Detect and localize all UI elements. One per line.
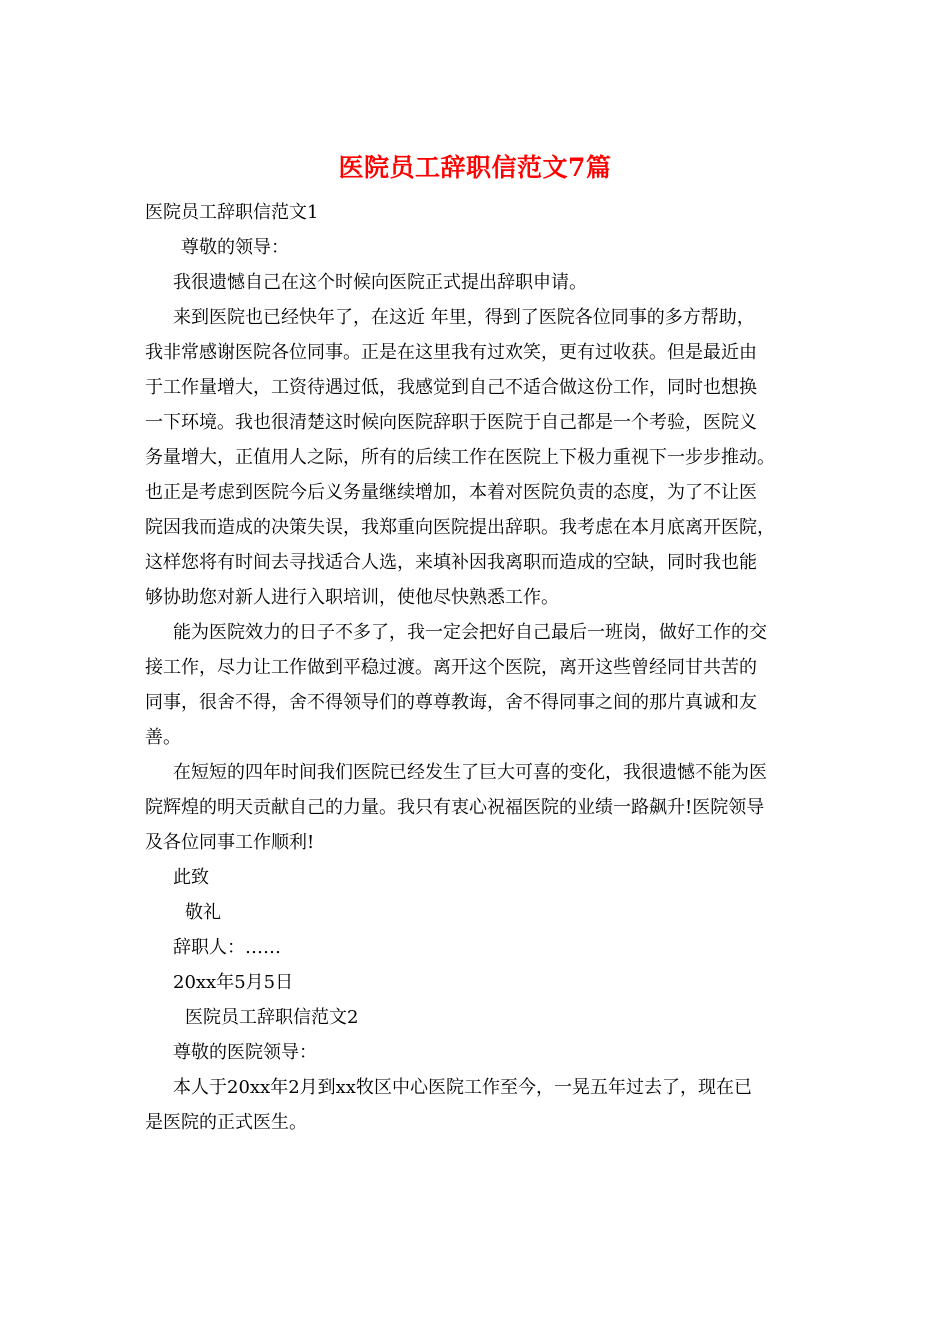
paragraph-line: 院因我而造成的决策失误，我郑重向医院提出辞职。我考虑在本月底离开医院， (145, 517, 775, 538)
letter1-closing-2: 敬礼 (185, 902, 221, 923)
paragraph-line: 于工作量增大，工资待遇过低，我感觉到自己不适合做这份工作，同时也想换 (145, 377, 757, 398)
letter2-paragraph-1 (145, 1070, 805, 1140)
letter1-paragraph-3 (145, 615, 805, 755)
letter1-closing-1: 此致 (173, 867, 209, 888)
paragraph-line: 院辉煌的明天贡献自己的力量。我只有衷心祝福医院的业绩一路飙升!医院领导 (145, 797, 765, 818)
document-title: 医院员工辞职信范文7篇 (338, 153, 612, 182)
letter1-signer: 辞职人：…… (173, 937, 281, 958)
paragraph-line: 来到医院也已经快年了，在这近 年里，得到了医院各位同事的多方帮助， (173, 307, 755, 328)
letter1-salutation: 尊敬的领导： (181, 237, 289, 258)
letter1-date: 20xx年5月5日 (173, 972, 294, 993)
letter2-heading: 医院员工辞职信范文2 (185, 1007, 359, 1028)
paragraph-line: 是医院的正式医生。 (145, 1112, 307, 1133)
paragraph-line: 也正是考虑到医院今后义务量继续增加，本着对医院负责的态度，为了不让医 (145, 482, 757, 503)
letter1-heading: 医院员工辞职信范文1 (145, 202, 319, 223)
paragraph-line: 在短短的四年时间我们医院已经发生了巨大可喜的变化，我很遗憾不能为医 (173, 762, 767, 783)
paragraph-line: 够协助您对新人进行入职培训，使他尽快熟悉工作。 (145, 587, 559, 608)
paragraph-line: 这样您将有时间去寻找适合人选，来填补因我离职而造成的空缺，同时我也能 (145, 552, 757, 573)
letter2-salutation: 尊敬的医院领导： (173, 1042, 317, 1063)
paragraph-line: 善。 (145, 727, 181, 748)
paragraph-line: 能为医院效力的日子不多了，我一定会把好自己最后一班岗，做好工作的交 (173, 622, 767, 643)
paragraph-line: 务量增大，正值用人之际，所有的后续工作在医院上下极力重视下一步步推动。 (145, 447, 775, 468)
letter1-paragraph-1: 我很遗憾自己在这个时候向医院正式提出辞职申请。 (173, 272, 587, 293)
paragraph-line: 本人于20xx年2月到xx牧区中心医院工作至今，一晃五年过去了，现在已 (173, 1077, 752, 1098)
letter1-paragraph-4 (145, 755, 805, 860)
paragraph-line: 我非常感谢医院各位同事。正是在这里我有过欢笑，更有过收获。但是最近由 (145, 342, 757, 363)
letter1-paragraph-2 (145, 300, 805, 615)
paragraph-line: 同事，很舍不得，舍不得领导们的尊尊教诲，舍不得同事之间的那片真诚和友 (145, 692, 757, 713)
paragraph-line: 及各位同事工作顺利! (145, 832, 315, 853)
paragraph-line: 一下环境。我也很清楚这时候向医院辞职于医院于自己都是一个考验，医院义 (145, 412, 757, 433)
document-body (145, 195, 805, 1140)
paragraph-line: 接工作，尽力让工作做到平稳过渡。离开这个医院，离开这些曾经同甘共苦的 (145, 657, 757, 678)
